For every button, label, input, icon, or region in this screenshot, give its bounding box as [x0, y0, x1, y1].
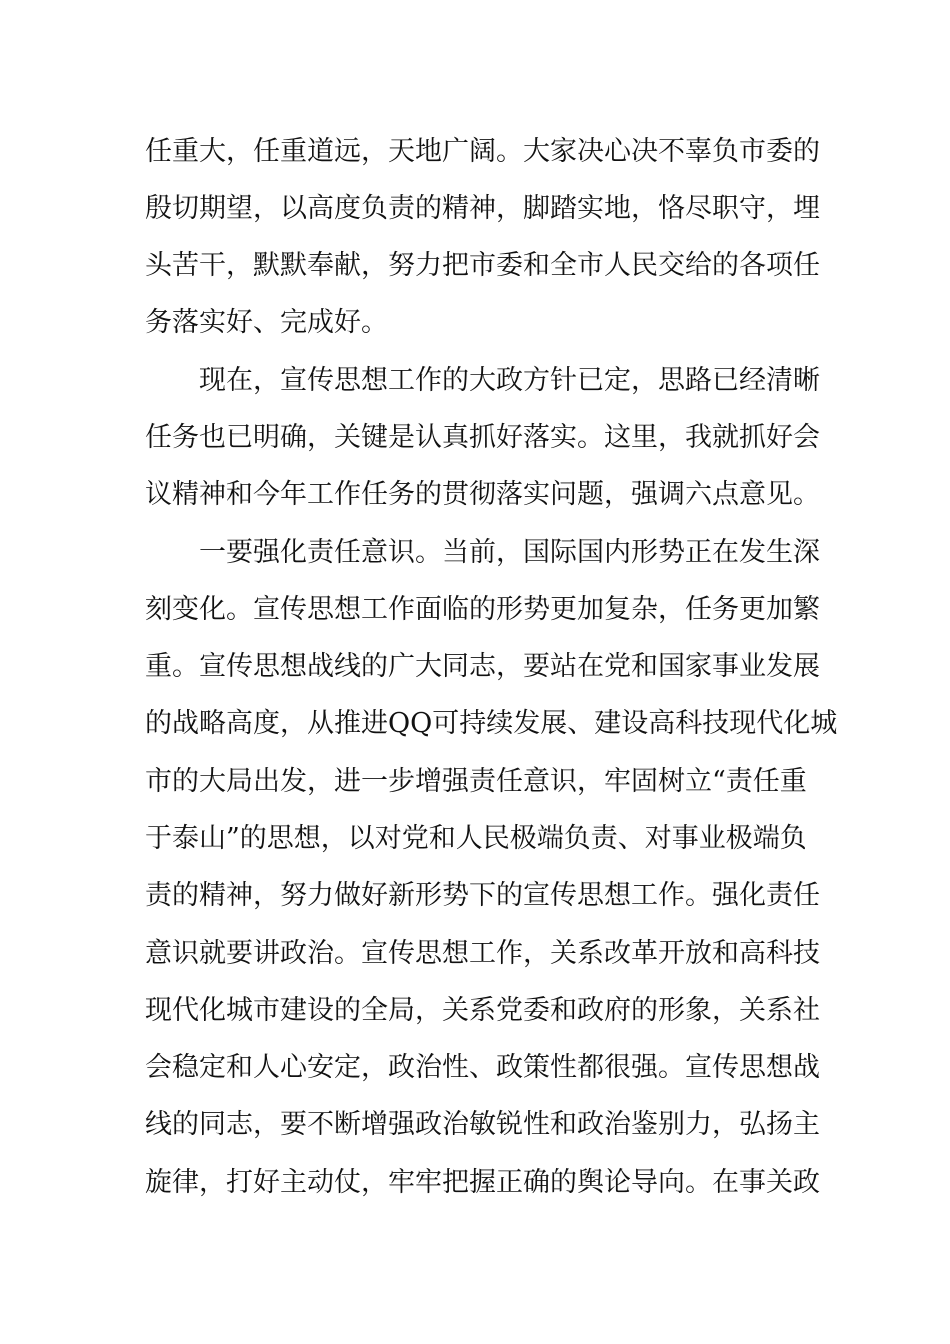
text-line: 务落实好、完成好。 — [145, 307, 388, 338]
text-line: 任重大，任重道远，天地广阔。大家决心决不辜负市委的 — [145, 136, 820, 167]
text-line: 意识就要讲政治。宣传思想工作，关系改革开放和高科技 — [145, 938, 820, 969]
text-line: 头苦干，默默奉献，努力把市委和全市人民交给的各项任 — [145, 250, 820, 281]
paragraph-first-line: 一要强化责任意识。当前，国际国内形势正在发生深 — [199, 537, 820, 568]
text-line: 刻变化。宣传思想工作面临的形势更加复杂，任务更加繁 — [145, 594, 820, 625]
text-line: 议精神和今年工作任务的贯彻落实问题，强调六点意见。 — [145, 479, 820, 510]
paragraph-first-line: 现在，宣传思想工作的大政方针已定，思路已经清晰 — [199, 365, 820, 396]
text-line: 的战略高度，从推进QQ可持续发展、建设高科技现代化城 — [145, 708, 838, 739]
text-line: 市的大局出发，进一步增强责任意识，牢固树立“责任重 — [145, 766, 807, 797]
text-line: 线的同志，要不断增强政治敏锐性和政治鉴别力，弘扬主 — [145, 1109, 820, 1140]
text-line: 现代化城市建设的全局，关系党委和政府的形象，关系社 — [145, 995, 820, 1026]
text-line: 责的精神，努力做好新形势下的宣传思想工作。强化责任 — [145, 880, 820, 911]
text-line: 殷切期望，以高度负责的精神，脚踏实地，恪尽职守，埋 — [145, 193, 820, 224]
text-line: 旋律，打好主动仗，牢牢把握正确的舆论导向。在事关政 — [145, 1167, 820, 1198]
text-line: 于泰山”的思想，以对党和人民极端负责、对事业极端负 — [145, 823, 807, 854]
text-line: 任务也已明确，关键是认真抓好落实。这里，我就抓好会 — [145, 422, 820, 453]
text-line: 重。宣传思想战线的广大同志，要站在党和国家事业发展 — [145, 651, 820, 682]
text-line: 会稳定和人心安定，政治性、政策性都很强。宣传思想战 — [145, 1052, 820, 1083]
